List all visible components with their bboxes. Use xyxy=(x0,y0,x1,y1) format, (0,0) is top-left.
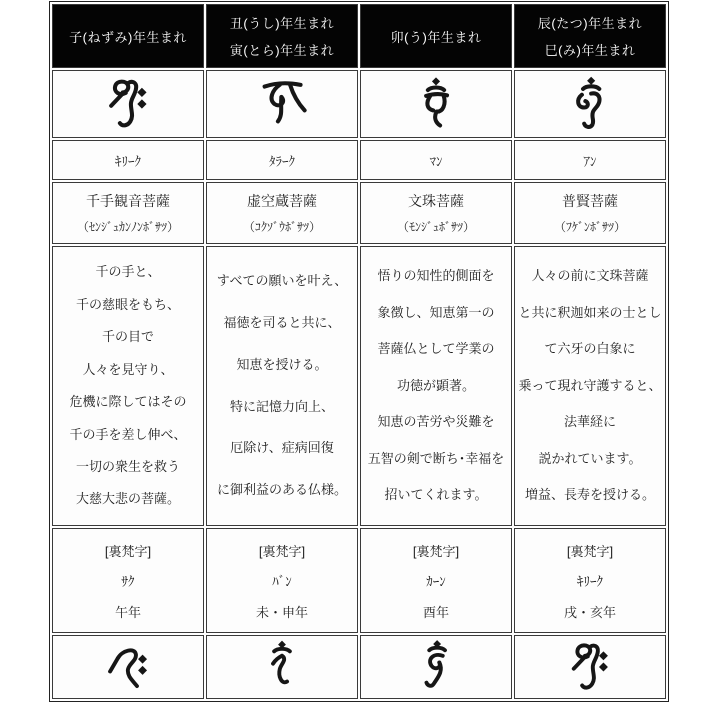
deity-cell xyxy=(514,182,666,244)
bonji-bottom-row xyxy=(52,635,666,699)
bonji-top-cell xyxy=(206,70,358,138)
ura-bonji-years: 戌・亥年 xyxy=(563,604,616,620)
siddham-an-icon xyxy=(561,75,619,133)
description-line: 人々を見守り、 xyxy=(82,361,174,377)
description-line: 人々の前に文珠菩薩 xyxy=(531,268,649,284)
deity-cell xyxy=(52,182,204,244)
description-line: 象徴し、知恵第一の xyxy=(377,304,495,320)
ura-bonji-reading: ﾊﾞﾝ xyxy=(272,574,292,589)
bonji-bottom-cell xyxy=(360,635,512,699)
description-line: 功徳が顕著。 xyxy=(396,377,475,393)
description-line: と共に釈迦如来の士とし xyxy=(518,304,662,320)
description-line: 一切の衆生を救う xyxy=(75,458,180,474)
description-line: 招いてくれます。 xyxy=(384,487,488,503)
description-line: 危機に際してはその xyxy=(69,394,187,410)
ura-bonji-row xyxy=(52,528,666,633)
reading-cell xyxy=(52,140,204,180)
ura-bonji-cell xyxy=(206,528,358,633)
bonji-reading: ｱﾝ xyxy=(583,153,597,169)
header-line: 丑(うし)年生まれ xyxy=(229,16,335,31)
siddham-saku-icon xyxy=(100,639,156,695)
bonji-top-row xyxy=(52,70,666,138)
deity-kana: （ｺｸｿﾞｳﾎﾞｻﾂ） xyxy=(242,220,321,235)
siddham-ban-icon xyxy=(254,639,310,695)
bonji-bottom-cell xyxy=(514,635,666,699)
deity-name: 文珠菩薩 xyxy=(408,192,464,209)
ura-bonji-label: [裏梵字] xyxy=(566,543,614,559)
siddham-taraku-icon xyxy=(253,75,311,133)
bonji-reading: ｷﾘｰｸ xyxy=(115,153,141,169)
reading-cell xyxy=(514,140,666,180)
bonji-bottom-cell xyxy=(206,635,358,699)
bonji-top-cell xyxy=(360,70,512,138)
ura-bonji-years: 未・申年 xyxy=(255,604,308,620)
description-line: 千の目で xyxy=(101,329,154,345)
description-line: 福徳を司ると共に、 xyxy=(223,315,341,331)
reading-cell xyxy=(206,140,358,180)
siddham-kiriku-icon xyxy=(99,75,157,133)
description-line: 大慈大悲の菩薩。 xyxy=(75,491,180,507)
header-cell-ox-tiger xyxy=(206,4,358,68)
ura-bonji-cell xyxy=(514,528,666,633)
description-line: 知恵の苦労や災難を xyxy=(377,414,495,430)
description-line: すべての願いを叶え、 xyxy=(216,273,348,289)
deity-name: 虚空蔵菩薩 xyxy=(247,192,317,209)
description-line: て六牙の白象に xyxy=(544,341,636,357)
description-cell xyxy=(514,246,666,526)
description-line: 悟りの知性的側面を xyxy=(377,268,495,284)
deity-cell xyxy=(360,182,512,244)
reading-cell xyxy=(360,140,512,180)
description-line: に御利益のある仏様。 xyxy=(216,482,347,498)
ura-bonji-label: [裏梵字] xyxy=(104,543,152,559)
bonji-top-cell xyxy=(52,70,204,138)
description-line: 千の手を差し伸べ、 xyxy=(69,426,187,442)
siddham-kaan-icon xyxy=(408,639,464,695)
bonji-bottom-cell xyxy=(52,635,204,699)
description-cell xyxy=(206,246,358,526)
header-line: 子(ねずみ)年生まれ xyxy=(69,29,187,45)
ura-bonji-label: [裏梵字] xyxy=(412,543,460,559)
zodiac-guardian-table xyxy=(49,1,669,702)
description-line: 千の手と、 xyxy=(95,264,161,280)
reading-row xyxy=(52,140,666,180)
bonji-reading: ﾏﾝ xyxy=(429,153,443,169)
header-row xyxy=(52,4,666,68)
header-line: 巳(み)年生まれ xyxy=(544,43,636,58)
description-line: 増益、長寿を授ける。 xyxy=(524,487,655,503)
description-line: 五智の剣で断ち･幸福を xyxy=(367,450,505,466)
ura-bonji-cell xyxy=(52,528,204,633)
ura-bonji-years: 酉年 xyxy=(422,604,449,620)
description-cell xyxy=(52,246,204,526)
deity-cell xyxy=(206,182,358,244)
ura-bonji-cell xyxy=(360,528,512,633)
deity-name: 千手観音菩薩 xyxy=(86,192,170,209)
description-line: 乗って現れ守護すると、 xyxy=(518,377,662,393)
header-line: 寅(とら)年生まれ xyxy=(229,43,335,58)
header-line: 辰(たつ)年生まれ xyxy=(537,16,643,31)
ura-bonji-reading: ｷﾘｰｸ xyxy=(577,574,603,589)
description-line: 説かれています。 xyxy=(538,450,642,466)
deity-kana: （ｾﾝｼﾞｭｶﾝﾉﾝﾎﾞｻﾂ） xyxy=(76,220,179,235)
description-line: 知恵を授ける。 xyxy=(236,356,328,372)
description-line: 厄除け、症病回復 xyxy=(230,440,334,456)
bonji-reading: ﾀﾗｰｸ xyxy=(269,153,295,169)
header-cell-dragon-snake xyxy=(514,4,666,68)
ura-bonji-years: 午年 xyxy=(114,604,141,620)
description-line: 菩薩仏として学業の xyxy=(377,341,495,357)
ura-bonji-reading: ｻｸ xyxy=(121,574,135,589)
description-line: 特に記憶力向上、 xyxy=(229,398,334,414)
siddham-man-icon xyxy=(407,75,465,133)
ura-bonji-label: [裏梵字] xyxy=(258,543,306,559)
deity-name: 普賢菩薩 xyxy=(562,192,618,209)
siddham-kiriku-icon xyxy=(562,639,618,695)
header-cell-rabbit xyxy=(360,4,512,68)
description-line: 千の慈眼をもち、 xyxy=(75,296,180,312)
deity-row xyxy=(52,182,666,244)
description-line: 法華経に xyxy=(563,414,616,430)
description-row xyxy=(52,246,666,526)
header-line: 卯(う)年生まれ xyxy=(390,29,482,45)
deity-kana: （ﾌｹﾞﾝﾎﾞｻﾂ） xyxy=(553,220,626,235)
deity-kana: （ﾓﾝｼﾞｭﾎﾞｻﾂ） xyxy=(396,220,475,235)
bonji-top-cell xyxy=(514,70,666,138)
header-cell-rat xyxy=(52,4,204,68)
description-cell xyxy=(360,246,512,526)
ura-bonji-reading: ｶｰﾝ xyxy=(426,574,446,589)
